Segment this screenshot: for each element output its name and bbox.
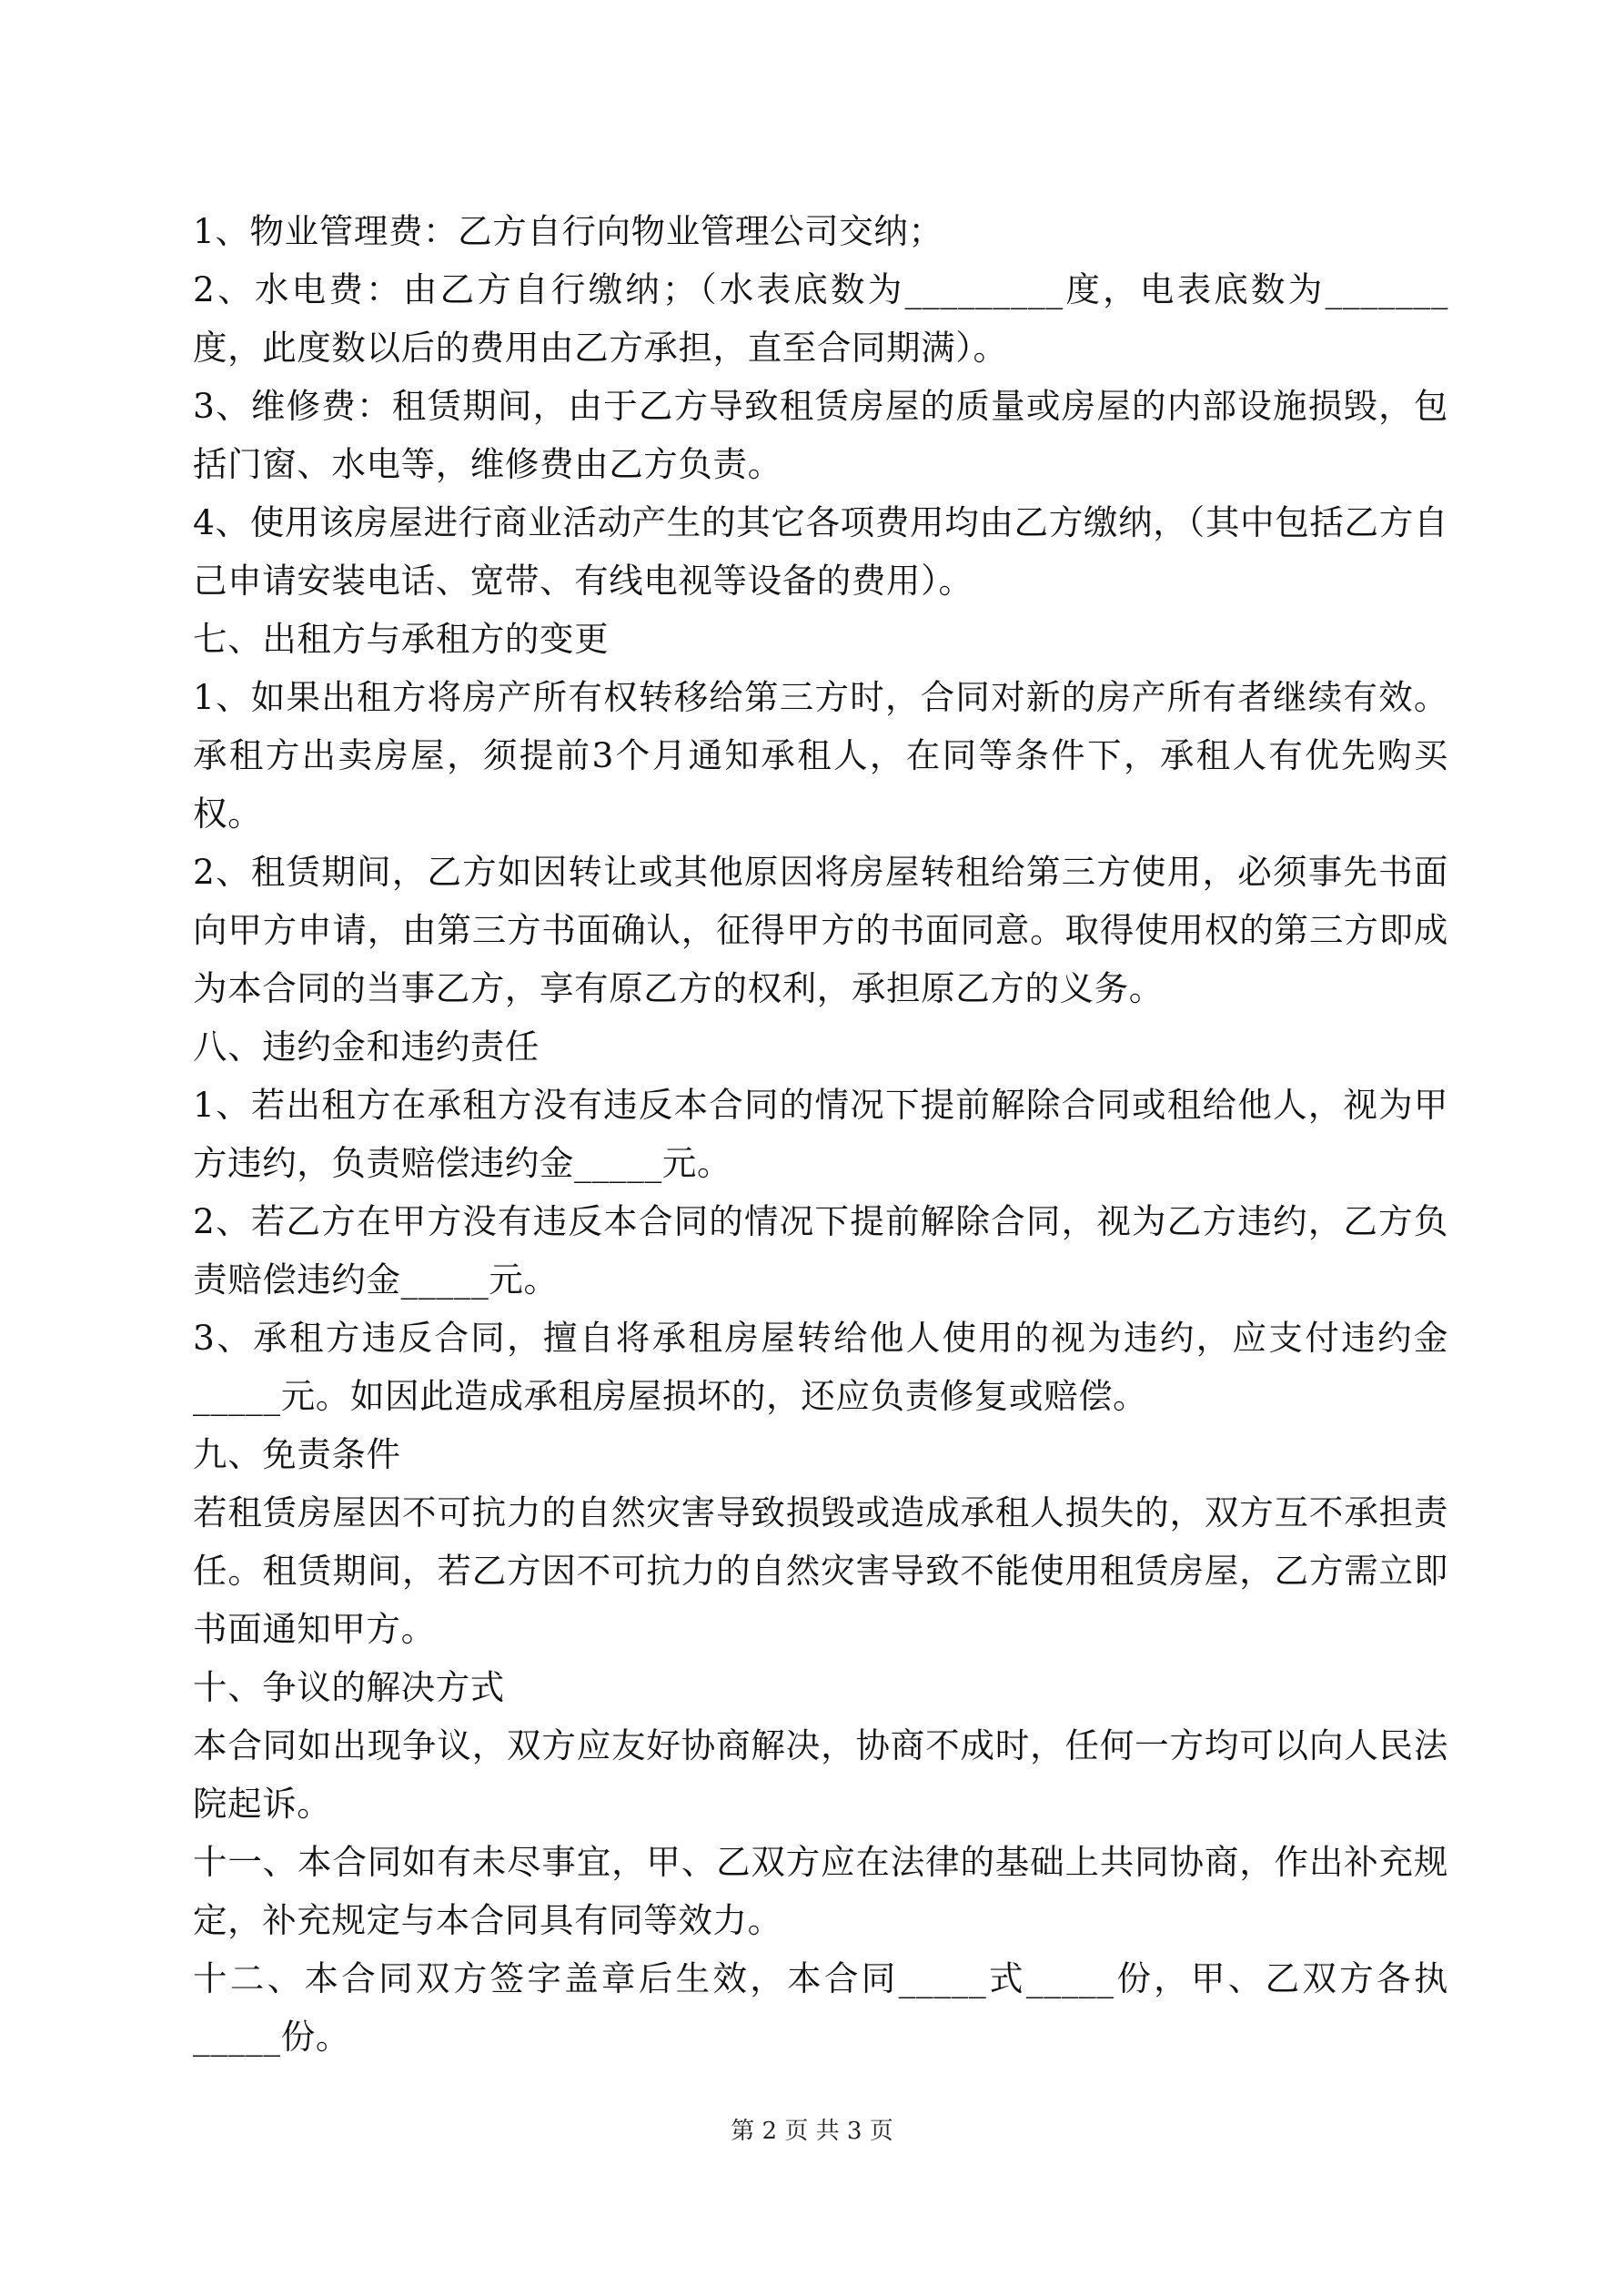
section-heading-dispute: 十、争议的解决方式: [193, 1667, 505, 1707]
section-heading-change-of-parties: 七、出租方与承租方的变更: [193, 619, 610, 659]
section-heading-exemption: 九、免责条件: [193, 1434, 401, 1474]
clause-lessee-breach: 2、若乙方在甲方没有违反本合同的情况下提前解除合同，视为乙方违约，乙方负责赔偿违约金_____元。: [193, 1201, 1448, 1300]
clause-ownership-transfer: 1、如果出租方将房产所有权转移给第三方时，合同对新的房产所有者继续有效。承租方出卖房屋，须提前3个月通知承租人，在同等条件下，承租人有优先购买权。: [193, 677, 1448, 834]
section-heading-breach: 八、违约金和违约责任: [193, 1027, 540, 1067]
clause-supplementary: 十一、本合同如有未尽事宜，甲、乙双方应在法律的基础上共同协商，作出补充规定，补充规定与本合同具有同等效力。: [193, 1842, 1448, 1940]
clause-other-fees: 4、使用该房屋进行商业活动产生的其它各项费用均由乙方缴纳，（其中包括乙方自己申请安装电话、宽带、有线电视等设备的费用）。: [193, 502, 1448, 601]
clause-maintenance: 3、维修费：租赁期间，由于乙方导致租赁房屋的质量或房屋的内部设施损毁，包括门窗、水电等，维修费由乙方负责。: [193, 386, 1448, 484]
clause-dispute-resolution: 本合同如出现争议，双方应友好协商解决，协商不成时，任何一方均可以向人民法院起诉。: [193, 1725, 1448, 1824]
clause-property-fee: 1、物业管理费：乙方自行向物业管理公司交纳；: [193, 211, 943, 251]
clause-utilities: 2、水电费：由乙方自行缴纳；（水表底数为_________度，电表底数为_______度，此度数以后的费用由乙方承担，直至合同期满）。: [193, 269, 1448, 368]
clause-force-majeure: 若租赁房屋因不可抗力的自然灾害导致损毁或造成承租人损失的，双方互不承担责任。租赁期间，若乙方因不可抗力的自然灾害导致不能使用租赁房屋，乙方需立即书面通知甲方。: [193, 1492, 1448, 1649]
contract-body: [193, 202, 1448, 2066]
clause-effectiveness: 十二、本合同双方签字盖章后生效，本合同_____式_____份，甲、乙双方各执_____份。: [193, 1958, 1448, 2057]
clause-unauthorized-transfer: 3、承租方违反合同，擅自将承租房屋转给他人使用的视为违约，应支付违约金_____元。如因此造成承租房屋损坏的，还应负责修复或赔偿。: [193, 1318, 1448, 1416]
clause-lessor-breach: 1、若出租方在承租方没有违反本合同的情况下提前解除合同或租给他人，视为甲方违约，负责赔偿违约金_____元。: [193, 1085, 1448, 1183]
clause-sublease: 2、租赁期间，乙方如因转让或其他原因将房屋转租给第三方使用，必须事先书面向甲方申请，由第三方书面确认，征得甲方的书面同意。取得使用权的第三方即成为本合同的当事乙方，享有原乙方的权利，承担原乙方的义务。: [193, 852, 1448, 1008]
page-number-footer: 第 2 页 共 3 页: [731, 2118, 893, 2145]
